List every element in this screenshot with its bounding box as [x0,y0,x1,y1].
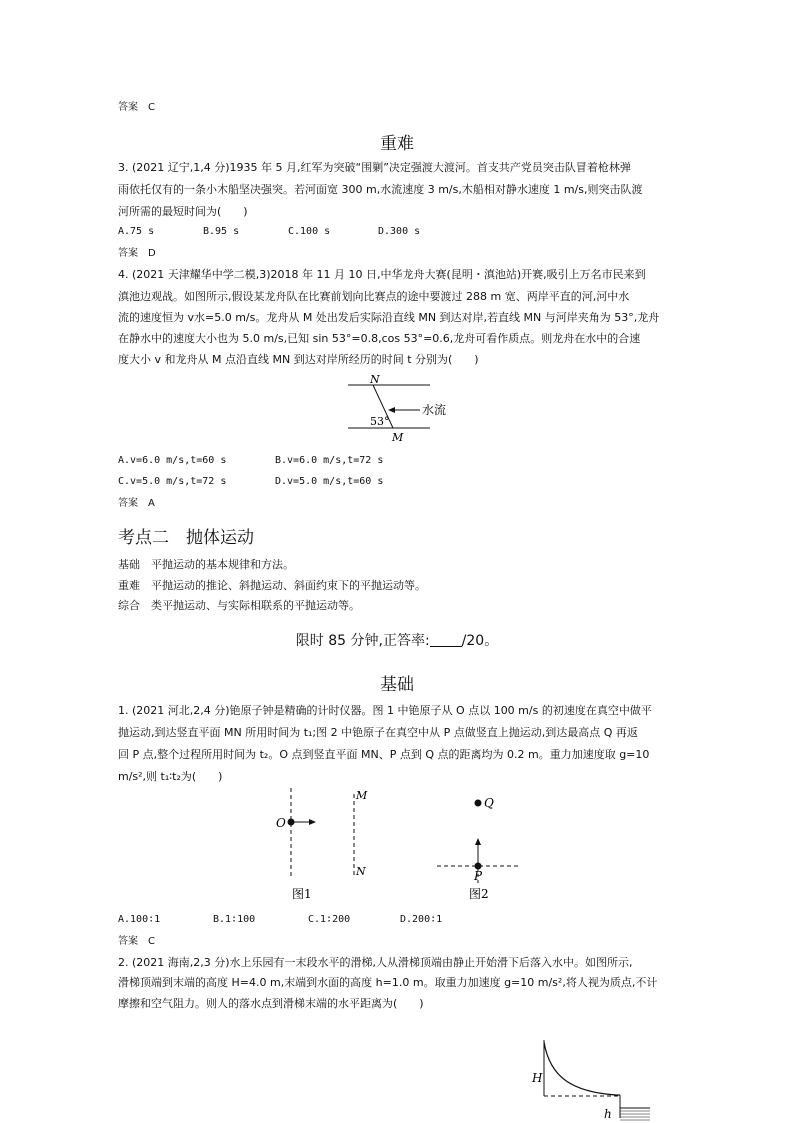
caption: 图2 [469,887,489,901]
label-h-lower: h [604,1107,612,1121]
q4-line-3: 流的速度恒为 v水=5.0 m/s。龙舟从 M 处出发后实际沿直线 MN 到达对岸,若直线 MN 与河岸夹角为 53°,龙舟 [118,311,660,324]
label-o: O [276,816,286,830]
answer-label: 答案 [118,102,138,113]
q3-option-c: C.100 s [288,226,331,237]
item-tag: 综合 [118,599,140,612]
item-text: 类平抛运动、与实际相联系的平抛运动等。 [151,599,360,612]
q4-line-2: 滇池边观战。如图所示,假设某龙舟队在比赛前划向比赛点的途中要渡过 288 m 宽、两岸平直的河,河中水 [118,290,630,303]
q3-option-b: B.95 s [203,226,240,237]
item-text: 平抛运动的基本规律和方法。 [151,558,294,571]
label-p: P [474,869,483,883]
figure-2 [435,788,535,908]
label-h-upper: H [532,1071,543,1085]
label-q: Q [484,796,494,810]
q4-option-c: C.v=5.0 m/s,t=72 s [118,476,227,487]
b1-line-3: 回 P 点,整个过程所用时间为 t₂。O 点到竖直平面 MN、P 点到 Q 点的距离均为 0.2 m。重力加速度取 g=10 [118,748,650,761]
q3-option-d: D.300 s [378,226,421,237]
label-n: N [370,373,380,386]
atom-dot [288,819,295,826]
b1-line-4: m/s²,则 t₁∶t₂为( ) [118,770,223,783]
q4-option-d: D.v=5.0 m/s,t=60 s [275,476,384,487]
answer-value: C [148,936,155,947]
b1-line-1: 1. (2021 河北,2,4 分)铯原子钟是精确的计时仪器。图 1 中铯原子从 O 点以 100 m/s 的初速度在真空中做平 [118,704,652,717]
q3-line-3: 河所需的最短时间为( ) [118,205,248,218]
answer-value: C [148,102,155,113]
heading-basic: 基础 [380,675,414,695]
q4-line-5: 度大小 v 和龙舟从 M 点沿直线 MN 到达对岸所经历的时间 t 分别为( ) [118,353,479,366]
point-q [475,800,482,807]
q3-line-2: 雨依托仅有的一条小木船坚决强突。若河面宽 300 m,水流速度 3 m/s,木船相对静水速度 1 m/s,则突击队渡 [118,183,643,196]
answer-label: 答案 [118,498,138,509]
caption: 图1 [292,887,312,901]
answer-prev [118,101,155,115]
score-blank[interactable] [430,634,462,647]
section-item-basic [118,558,294,572]
time-limit-prefix: 限时 85 分钟,正答率: [295,633,430,649]
b1-option-a: A.100∶1 [118,914,161,925]
slide-curve [544,1042,620,1095]
q4-option-b: B.v=6.0 m/s,t=72 s [275,455,384,466]
river-figure [340,370,470,442]
b1-option-c: C.1∶200 [308,914,351,925]
time-limit [0,630,794,650]
item-text: 平抛运动的推论、斜抛运动、斜面约束下的平抛运动等。 [151,579,426,592]
label-flow: 水流 [422,403,447,417]
b1-answer [118,935,155,949]
heading-hard: 重难 [380,134,414,154]
slide-figure [528,1038,652,1123]
q4-line-1: 4. (2021 天津耀华中学二模,3)2018 年 11 月 10 日,中华龙舟大赛(昆明・滇池站)开赛,吸引上万名市民来到 [118,268,646,281]
item-tag: 基础 [118,558,140,571]
figure-1 [270,788,370,908]
q3-answer [118,247,156,261]
q4-option-a: A.v=6.0 m/s,t=60 s [118,455,227,466]
label-m: M [356,789,368,802]
b2-line-3: 摩擦和空气阻力。则人的落水点到滑梯末端的水平距离为( ) [118,997,424,1010]
q4-answer [118,497,155,511]
arrowhead-icon [309,819,316,825]
b2-line-2: 滑梯顶端到末端的高度 H=4.0 m,末端到水面的高度 h=1.0 m。取重力加速度 g=10 m/s²,将人视为质点,不计 [118,976,658,989]
b2-line-1: 2. (2021 海南,2,3 分)水上乐园有一末段水平的滑梯,人从滑梯顶端由静止开始滑下后落入水中。如图所示, [118,956,633,969]
arrowhead-icon [475,838,481,845]
b1-option-d: D.200∶1 [400,914,443,925]
label-n: N [356,865,366,878]
answer-value: D [148,248,156,259]
q4-line-4: 在静水中的速度大小也为 5.0 m/s,已知 sin 53°=0.8,cos 53°=0.6,龙舟可看作质点。则龙舟在水中的合速 [118,332,641,345]
section-title: 考点二 抛体运动 [118,528,254,548]
item-tag: 重难 [118,579,140,592]
label-angle: 53° [370,415,390,428]
section-item-hard [118,579,426,593]
answer-value: A [148,498,155,509]
section-item-comprehensive [118,599,360,613]
answer-label: 答案 [118,936,138,947]
q3-line-1: 3. (2021 辽宁,1,4 分)1935 年 5 月,红军为突破“围剿”决定强渡大渡河。首支共产党员突击队冒着枪林弹 [118,161,631,174]
q3-option-a: A.75 s [118,226,155,237]
arrowhead-icon [388,407,395,413]
answer-label: 答案 [118,248,138,259]
label-m: M [392,431,404,444]
b1-line-2: 抛运动,到达竖直平面 MN 所用时间为 t₁;图 2 中铯原子在真空中从 P 点做竖直上抛运动,到达最高点 Q 再返 [118,726,638,739]
b1-option-b: B.1∶100 [213,914,256,925]
time-limit-suffix: /20。 [461,633,499,649]
